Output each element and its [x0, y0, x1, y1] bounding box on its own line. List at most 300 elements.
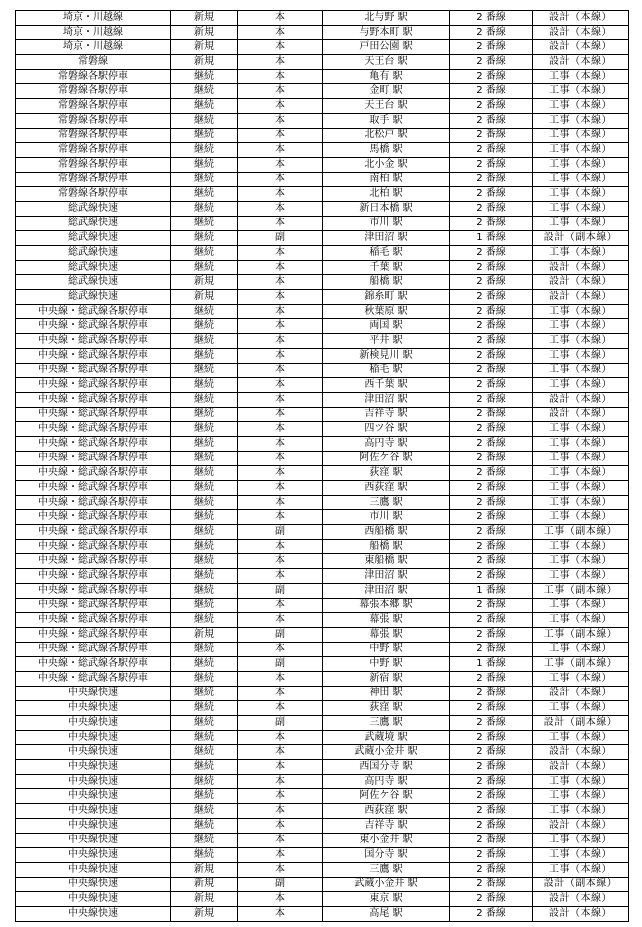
work-type-cell: 工事（本線）: [533, 730, 629, 745]
status-cell: 新規: [171, 290, 238, 305]
track-number-cell: 2 番線: [450, 686, 533, 701]
line-name-cell: 中央線快速: [16, 760, 171, 775]
table-row: [16, 481, 629, 496]
table-row: [16, 84, 629, 99]
table-row: [16, 40, 629, 55]
station-cell: 高円寺 駅: [323, 436, 450, 451]
station-cell: 西船橋 駅: [323, 525, 450, 540]
table-row: [16, 906, 629, 921]
table-row: [16, 451, 629, 466]
table-row: [16, 231, 629, 246]
work-type-cell: 工事（本線）: [533, 598, 629, 613]
table-row: [16, 598, 629, 613]
line-name-cell: 埼京・川越線: [16, 40, 171, 55]
track-number-cell: 2 番線: [450, 275, 533, 290]
line-name-cell: 中央線・総武線各駅停車: [16, 348, 171, 363]
track-number-cell: 2 番線: [450, 745, 533, 760]
line-name-cell: 総武線快速: [16, 246, 171, 261]
line-name-cell: 中央線・総武線各駅停車: [16, 466, 171, 481]
table-row: [16, 69, 629, 84]
status-cell: 新規: [171, 627, 238, 642]
status-cell: 継続: [171, 260, 238, 275]
table-row: [16, 201, 629, 216]
track-type-cell: 本: [238, 539, 323, 554]
work-type-cell: 工事（副本線）: [533, 657, 629, 672]
line-name-cell: 中央線快速: [16, 848, 171, 863]
line-name-cell: 中央線・総武線各駅停車: [16, 334, 171, 349]
status-cell: 新規: [171, 892, 238, 907]
track-number-cell: 2 番線: [450, 466, 533, 481]
status-cell: 継続: [171, 833, 238, 848]
track-number-cell: 2 番線: [450, 789, 533, 804]
line-name-cell: 常磐線各駅停車: [16, 84, 171, 99]
track-number-cell: 2 番線: [450, 11, 533, 26]
status-cell: 継続: [171, 201, 238, 216]
track-type-cell: 本: [238, 701, 323, 716]
track-number-cell: 2 番線: [450, 25, 533, 40]
track-type-cell: 本: [238, 598, 323, 613]
line-name-cell: 中央線・総武線各駅停車: [16, 510, 171, 525]
track-type-cell: 本: [238, 363, 323, 378]
track-number-cell: 2 番線: [450, 510, 533, 525]
work-type-cell: 工事（本線）: [533, 642, 629, 657]
work-type-cell: 工事（本線）: [533, 99, 629, 114]
table-row: [16, 246, 629, 261]
station-cell: 阿佐ケ谷 駅: [323, 451, 450, 466]
track-type-cell: 本: [238, 686, 323, 701]
table-row: [16, 642, 629, 657]
line-name-cell: 中央線・総武線各駅停車: [16, 554, 171, 569]
track-number-cell: 2 番線: [450, 525, 533, 540]
station-cell: 津田沼 駅: [323, 231, 450, 246]
line-name-cell: 中央線快速: [16, 877, 171, 892]
station-cell: 吉祥寺 駅: [323, 818, 450, 833]
work-type-cell: 工事（本線）: [533, 201, 629, 216]
work-type-cell: 工事（本線）: [533, 128, 629, 143]
station-cell: 三鷹 駅: [323, 716, 450, 731]
track-type-cell: 本: [238, 862, 323, 877]
status-cell: 新規: [171, 55, 238, 70]
track-number-cell: 2 番線: [450, 671, 533, 686]
status-cell: 継続: [171, 216, 238, 231]
track-number-cell: 2 番線: [450, 128, 533, 143]
track-type-cell: 本: [238, 99, 323, 114]
table-row: [16, 789, 629, 804]
track-number-cell: 2 番線: [450, 495, 533, 510]
station-cell: 東小金井 駅: [323, 833, 450, 848]
track-type-cell: 本: [238, 319, 323, 334]
line-name-cell: 総武線快速: [16, 201, 171, 216]
status-cell: 継続: [171, 187, 238, 202]
track-number-cell: 2 番線: [450, 804, 533, 819]
table-row: [16, 495, 629, 510]
table-row: [16, 348, 629, 363]
table-row: [16, 260, 629, 275]
table-row: [16, 730, 629, 745]
table-row: [16, 774, 629, 789]
work-type-cell: 工事（本線）: [533, 495, 629, 510]
station-cell: 国分寺 駅: [323, 848, 450, 863]
table-body: [16, 11, 629, 922]
work-type-cell: 工事（本線）: [533, 554, 629, 569]
work-type-cell: 工事（本線）: [533, 422, 629, 437]
line-name-cell: 中央線・総武線各駅停車: [16, 304, 171, 319]
status-cell: 新規: [171, 877, 238, 892]
status-cell: 継続: [171, 671, 238, 686]
track-type-cell: 本: [238, 760, 323, 775]
station-cell: 秋葉原 駅: [323, 304, 450, 319]
work-type-cell: 工事（本線）: [533, 113, 629, 128]
status-cell: 継続: [171, 804, 238, 819]
work-type-cell: 工事（本線）: [533, 510, 629, 525]
line-name-cell: 中央線快速: [16, 789, 171, 804]
track-type-cell: 本: [238, 422, 323, 437]
track-number-cell: 2 番線: [450, 422, 533, 437]
work-type-cell: 設計（本線）: [533, 818, 629, 833]
work-type-cell: 設計（本線）: [533, 55, 629, 70]
status-cell: 継続: [171, 113, 238, 128]
table-row: [16, 525, 629, 540]
track-number-cell: 2 番線: [450, 436, 533, 451]
line-name-cell: 中央線快速: [16, 701, 171, 716]
track-type-cell: 本: [238, 275, 323, 290]
track-number-cell: 2 番線: [450, 818, 533, 833]
line-name-cell: 中央線快速: [16, 745, 171, 760]
track-number-cell: 2 番線: [450, 627, 533, 642]
track-type-cell: 副: [238, 525, 323, 540]
line-name-cell: 中央線・総武線各駅停車: [16, 319, 171, 334]
table-row: [16, 319, 629, 334]
station-cell: 阿佐ケ谷 駅: [323, 789, 450, 804]
station-work-table: [15, 10, 629, 922]
table-row: [16, 671, 629, 686]
work-type-cell: 工事（副本線）: [533, 583, 629, 598]
status-cell: 継続: [171, 69, 238, 84]
status-cell: 継続: [171, 407, 238, 422]
station-cell: 荻窪 駅: [323, 466, 450, 481]
work-type-cell: 設計（本線）: [533, 40, 629, 55]
station-cell: 両国 駅: [323, 319, 450, 334]
table-row: [16, 657, 629, 672]
track-number-cell: 2 番線: [450, 363, 533, 378]
status-cell: 継続: [171, 539, 238, 554]
track-type-cell: 本: [238, 113, 323, 128]
track-type-cell: 本: [238, 789, 323, 804]
station-cell: 高円寺 駅: [323, 774, 450, 789]
line-name-cell: 中央線・総武線各駅停車: [16, 598, 171, 613]
status-cell: 継続: [171, 128, 238, 143]
track-type-cell: 本: [238, 128, 323, 143]
work-type-cell: 設計（本線）: [533, 260, 629, 275]
table-row: [16, 99, 629, 114]
station-cell: 東船橋 駅: [323, 554, 450, 569]
track-type-cell: 本: [238, 906, 323, 921]
track-type-cell: 本: [238, 774, 323, 789]
line-name-cell: 総武線快速: [16, 275, 171, 290]
track-type-cell: 本: [238, 481, 323, 496]
table-row: [16, 760, 629, 775]
line-name-cell: 中央線・総武線各駅停車: [16, 481, 171, 496]
table-row: [16, 128, 629, 143]
table-row: [16, 55, 629, 70]
track-number-cell: 1 番線: [450, 657, 533, 672]
status-cell: 継続: [171, 613, 238, 628]
station-cell: 新宿 駅: [323, 671, 450, 686]
track-number-cell: 2 番線: [450, 143, 533, 158]
status-cell: 継続: [171, 510, 238, 525]
status-cell: 継続: [171, 334, 238, 349]
track-type-cell: 本: [238, 436, 323, 451]
line-name-cell: 中央線快速: [16, 862, 171, 877]
status-cell: 新規: [171, 40, 238, 55]
table-row: [16, 392, 629, 407]
line-name-cell: 総武線快速: [16, 260, 171, 275]
track-number-cell: 2 番線: [450, 642, 533, 657]
track-number-cell: 2 番線: [450, 99, 533, 114]
table-row: [16, 583, 629, 598]
line-name-cell: 中央線・総武線各駅停車: [16, 378, 171, 393]
line-name-cell: 中央線・総武線各駅停車: [16, 569, 171, 584]
track-number-cell: 2 番線: [450, 833, 533, 848]
station-cell: 三鷹 駅: [323, 862, 450, 877]
work-type-cell: 工事（本線）: [533, 569, 629, 584]
track-type-cell: 本: [238, 348, 323, 363]
station-cell: 市川 駅: [323, 510, 450, 525]
line-name-cell: 中央線快速: [16, 892, 171, 907]
line-name-cell: 中央線・総武線各駅停車: [16, 422, 171, 437]
work-type-cell: 設計（本線）: [533, 686, 629, 701]
station-cell: 北与野 駅: [323, 11, 450, 26]
work-type-cell: 設計（副本線）: [533, 716, 629, 731]
track-number-cell: 2 番線: [450, 569, 533, 584]
work-type-cell: 工事（本線）: [533, 539, 629, 554]
station-cell: 錦糸町 駅: [323, 290, 450, 305]
line-name-cell: 常磐線: [16, 55, 171, 70]
status-cell: 継続: [171, 598, 238, 613]
status-cell: 継続: [171, 378, 238, 393]
table-row: [16, 554, 629, 569]
station-cell: 幕張 駅: [323, 613, 450, 628]
work-type-cell: 工事（本線）: [533, 334, 629, 349]
track-number-cell: 2 番線: [450, 55, 533, 70]
work-type-cell: 工事（本線）: [533, 862, 629, 877]
track-number-cell: 2 番線: [450, 862, 533, 877]
track-number-cell: 2 番線: [450, 613, 533, 628]
station-cell: 高尾 駅: [323, 906, 450, 921]
work-type-cell: 設計（副本線）: [533, 877, 629, 892]
track-number-cell: 2 番線: [450, 760, 533, 775]
work-type-cell: 工事（本線）: [533, 466, 629, 481]
line-name-cell: 中央線快速: [16, 730, 171, 745]
station-cell: 稲毛 駅: [323, 363, 450, 378]
track-type-cell: 本: [238, 172, 323, 187]
line-name-cell: 中央線・総武線各駅停車: [16, 583, 171, 598]
status-cell: 新規: [171, 25, 238, 40]
status-cell: 継続: [171, 422, 238, 437]
station-cell: 北小金 駅: [323, 157, 450, 172]
track-number-cell: 2 番線: [450, 877, 533, 892]
track-number-cell: 2 番線: [450, 716, 533, 731]
status-cell: 継続: [171, 760, 238, 775]
station-cell: 中野 駅: [323, 657, 450, 672]
track-number-cell: 2 番線: [450, 216, 533, 231]
track-number-cell: 2 番線: [450, 290, 533, 305]
station-cell: 戸田公園 駅: [323, 40, 450, 55]
track-type-cell: 副: [238, 627, 323, 642]
table-row: [16, 569, 629, 584]
work-type-cell: 工事（本線）: [533, 157, 629, 172]
work-type-cell: 工事（本線）: [533, 378, 629, 393]
station-cell: 三鷹 駅: [323, 495, 450, 510]
status-cell: 継続: [171, 246, 238, 261]
table-row: [16, 363, 629, 378]
track-type-cell: 本: [238, 804, 323, 819]
table-row: [16, 539, 629, 554]
status-cell: 継続: [171, 304, 238, 319]
track-number-cell: 2 番線: [450, 701, 533, 716]
work-type-cell: 工事（本線）: [533, 774, 629, 789]
work-type-cell: 工事（本線）: [533, 304, 629, 319]
line-name-cell: 中央線・総武線各駅停車: [16, 627, 171, 642]
line-name-cell: 中央線・総武線各駅停車: [16, 642, 171, 657]
line-name-cell: 常磐線各駅停車: [16, 187, 171, 202]
table-row: [16, 143, 629, 158]
work-type-cell: 工事（本線）: [533, 363, 629, 378]
status-cell: 継続: [171, 848, 238, 863]
station-cell: 馬橋 駅: [323, 143, 450, 158]
track-type-cell: 本: [238, 40, 323, 55]
line-name-cell: 中央線・総武線各駅停車: [16, 657, 171, 672]
track-number-cell: 2 番線: [450, 598, 533, 613]
table-row: [16, 892, 629, 907]
status-cell: 継続: [171, 525, 238, 540]
track-type-cell: 本: [238, 613, 323, 628]
station-cell: 天王台 駅: [323, 55, 450, 70]
track-number-cell: 2 番線: [450, 348, 533, 363]
status-cell: 継続: [171, 642, 238, 657]
track-number-cell: 1 番線: [450, 583, 533, 598]
table-row: [16, 745, 629, 760]
line-name-cell: 総武線快速: [16, 231, 171, 246]
track-number-cell: 2 番線: [450, 304, 533, 319]
track-number-cell: 2 番線: [450, 69, 533, 84]
track-type-cell: 本: [238, 378, 323, 393]
line-name-cell: 常磐線各駅停車: [16, 143, 171, 158]
table-row: [16, 862, 629, 877]
table-row: [16, 613, 629, 628]
work-type-cell: 工事（本線）: [533, 216, 629, 231]
station-cell: 幕張本郷 駅: [323, 598, 450, 613]
track-type-cell: 本: [238, 69, 323, 84]
table-row: [16, 701, 629, 716]
line-name-cell: 中央線快速: [16, 804, 171, 819]
status-cell: 継続: [171, 657, 238, 672]
station-cell: 平井 駅: [323, 334, 450, 349]
track-type-cell: 本: [238, 11, 323, 26]
station-cell: 武蔵小金井 駅: [323, 877, 450, 892]
station-cell: 稲毛 駅: [323, 246, 450, 261]
track-type-cell: 本: [238, 892, 323, 907]
track-type-cell: 本: [238, 642, 323, 657]
work-type-cell: 工事（本線）: [533, 613, 629, 628]
track-type-cell: 本: [238, 187, 323, 202]
status-cell: 継続: [171, 774, 238, 789]
status-cell: 継続: [171, 363, 238, 378]
work-type-cell: 工事（本線）: [533, 246, 629, 261]
line-name-cell: 中央線・総武線各駅停車: [16, 451, 171, 466]
table-row: [16, 818, 629, 833]
status-cell: 継続: [171, 818, 238, 833]
table-row: [16, 627, 629, 642]
line-name-cell: 中央線快速: [16, 774, 171, 789]
work-type-cell: 設計（本線）: [533, 760, 629, 775]
track-number-cell: 2 番線: [450, 319, 533, 334]
track-number-cell: 2 番線: [450, 260, 533, 275]
work-type-cell: 工事（副本線）: [533, 525, 629, 540]
work-type-cell: 工事（本線）: [533, 319, 629, 334]
track-type-cell: 本: [238, 848, 323, 863]
line-name-cell: 埼京・川越線: [16, 25, 171, 40]
track-type-cell: 本: [238, 510, 323, 525]
work-type-cell: 工事（本線）: [533, 84, 629, 99]
line-name-cell: 中央線・総武線各駅停車: [16, 436, 171, 451]
line-name-cell: 埼京・川越線: [16, 11, 171, 26]
station-cell: 武蔵小金井 駅: [323, 745, 450, 760]
track-number-cell: 2 番線: [450, 157, 533, 172]
station-cell: 西荻窪 駅: [323, 481, 450, 496]
track-type-cell: 副: [238, 657, 323, 672]
table-row: [16, 804, 629, 819]
line-name-cell: 中央線・総武線各駅停車: [16, 495, 171, 510]
status-cell: 継続: [171, 495, 238, 510]
station-cell: 西荻窪 駅: [323, 804, 450, 819]
station-cell: 船橋 駅: [323, 539, 450, 554]
table-row: [16, 113, 629, 128]
track-type-cell: 本: [238, 745, 323, 760]
table-row: [16, 275, 629, 290]
track-number-cell: 2 番線: [450, 539, 533, 554]
station-cell: 中野 駅: [323, 642, 450, 657]
status-cell: 新規: [171, 11, 238, 26]
station-cell: 千葉 駅: [323, 260, 450, 275]
line-name-cell: 中央線・総武線各駅停車: [16, 525, 171, 540]
track-type-cell: 本: [238, 290, 323, 305]
station-cell: 東京 駅: [323, 892, 450, 907]
status-cell: 継続: [171, 392, 238, 407]
track-number-cell: 2 番線: [450, 172, 533, 187]
track-type-cell: 本: [238, 818, 323, 833]
table-row: [16, 25, 629, 40]
station-cell: 亀有 駅: [323, 69, 450, 84]
station-cell: 津田沼 駅: [323, 583, 450, 598]
work-type-cell: 設計（本線）: [533, 11, 629, 26]
line-name-cell: 中央線・総武線各駅停車: [16, 407, 171, 422]
work-type-cell: 工事（本線）: [533, 187, 629, 202]
work-type-cell: 工事（本線）: [533, 789, 629, 804]
station-cell: 与野本町 駅: [323, 25, 450, 40]
track-type-cell: 本: [238, 569, 323, 584]
track-number-cell: 2 番線: [450, 554, 533, 569]
station-cell: 西国分寺 駅: [323, 760, 450, 775]
track-type-cell: 副: [238, 583, 323, 598]
status-cell: 継続: [171, 143, 238, 158]
track-type-cell: 本: [238, 671, 323, 686]
track-type-cell: 副: [238, 716, 323, 731]
work-type-cell: 設計（本線）: [533, 906, 629, 921]
table-row: [16, 848, 629, 863]
track-number-cell: 2 番線: [450, 848, 533, 863]
line-name-cell: 中央線快速: [16, 686, 171, 701]
